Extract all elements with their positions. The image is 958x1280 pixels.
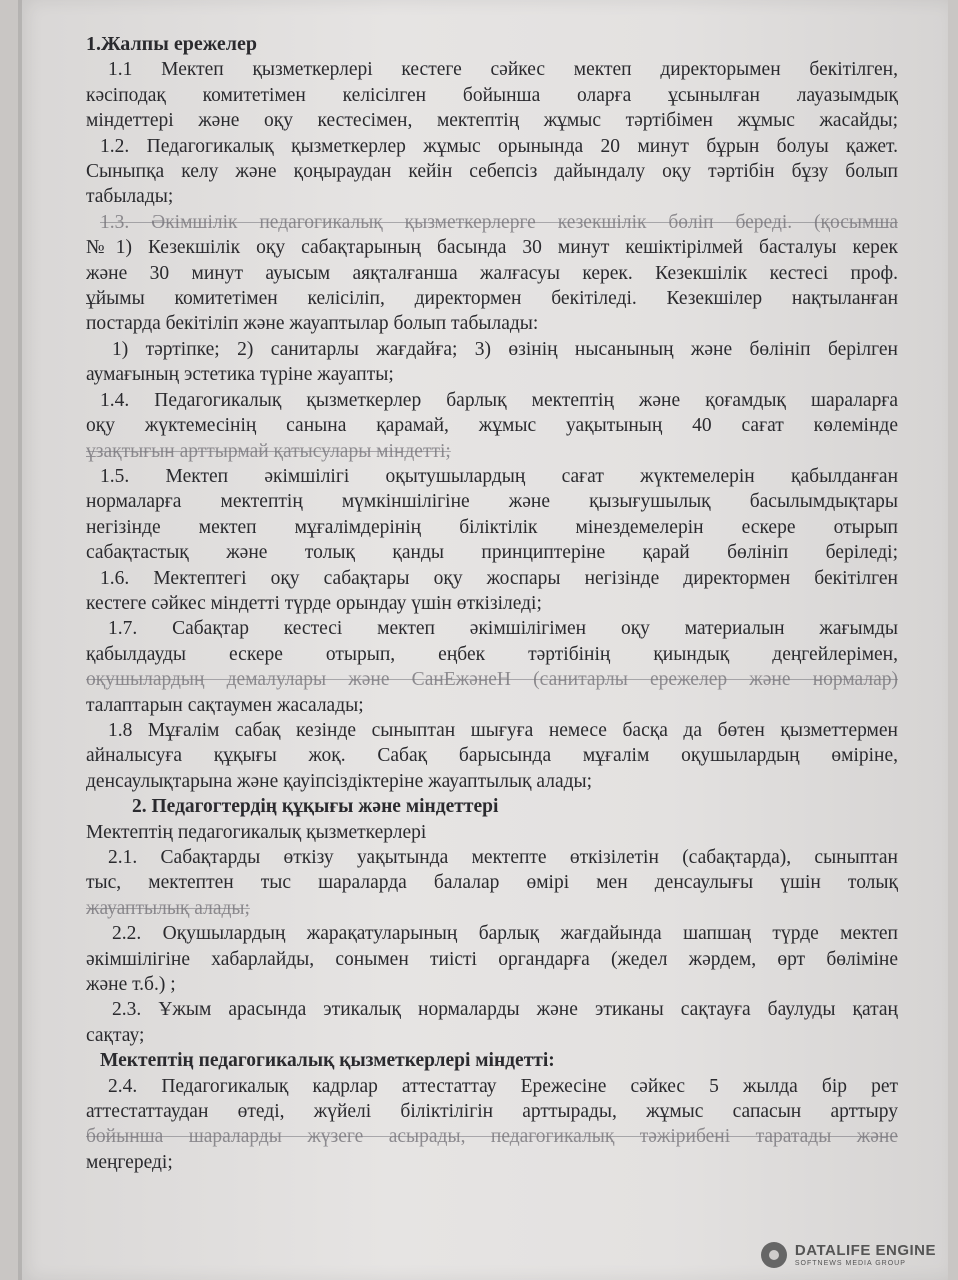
document-line: тыс, мектептен тыс шараларда балалар өмірі мен денсаулығы үшін толық xyxy=(86,872,898,894)
watermark-title: DATALIFE ENGINE xyxy=(794,1242,936,1259)
document-line: 1.3. Әкімшілік педагогикалық қызметкерлерге кезекшілік бөліп береді. (қосымша xyxy=(100,211,898,233)
document-line: денсаулықтарына және қауіпсіздіктеріне жауаптылық алады; xyxy=(86,770,593,792)
document-line: постарда бекітіліп және жауаптылар болып табылады: xyxy=(86,313,539,335)
document-line: 1.Жалпы ережелер xyxy=(86,33,258,55)
document-line: сақтау; xyxy=(86,1024,145,1046)
document-line: бойынша шараларды жүзеге асырады, педагогикалық тәжірибені таратады және xyxy=(86,1126,898,1148)
document-line: 2.1. Сабақтарды өткізу уақытында мектепте өткізілетін (сабақтарда), сыныптан xyxy=(108,847,898,868)
document-line: кәсіподақ комитетімен келісілген бойынша оларға ұсынылған лауазымдық xyxy=(86,84,898,106)
document-line: 1.4. Педагогикалық қызметкерлер барлық мектептің және қоғамдық шараларға xyxy=(100,389,898,411)
document-line: 1) тәртіпке; 2) санитарлы жағдайға; 3) өзінің нысанының және бөлініп берілген xyxy=(112,338,898,360)
document-line: айналысуға құқығы жоқ. Сабақ барысында мұғалім оқушылардың өміріне, xyxy=(86,745,898,767)
document-line: 1.7. Сабақтар кестесі мектеп әкімшілігімен оқу материалын жағымды xyxy=(108,618,898,640)
document-line: 1.2. Педагогикалық қызметкерлер жұмыс орынында 20 минут бұрын болуы қажет. xyxy=(100,135,898,157)
document-line: қабылдауды ескере отырып, еңбек тәртібінің қиындық деңгейлерімен, xyxy=(86,643,898,665)
watermark-subtitle: SOFTNEWS MEDIA GROUP xyxy=(794,1260,906,1267)
document-line: негізінде мектеп мұғалімдерінің біліктілік мінездемелерін ескере отырып xyxy=(86,516,898,538)
document-line: міндеттері және оқу кестесімен, мектептің жұмыс тәртібімен жұмыс жасайды; xyxy=(86,110,898,132)
document-line: №1) Кезекшілік оқу сабақтарының басында 30 минут кешіктірілмей басталуы керек xyxy=(86,237,898,259)
document-line: әкімшілігіне хабарлайды, сонымен тиісті органдарға (жедел жәрдем, өрт бөліміне xyxy=(86,948,898,970)
document-line: сабақтастық және толық қанды принциптеріне қарай бөлініп беріледі; xyxy=(86,542,898,564)
document-line: ұзақтығын арттырмай қатысулары міндетті; xyxy=(86,440,451,462)
document-line: және т.б.) ; xyxy=(86,974,176,996)
document-line: 2.4. Педагогикалық кадрлар аттестаттау Ережесіне сәйкес 5 жылда бір рет xyxy=(108,1075,898,1097)
watermark xyxy=(761,1242,936,1268)
document-line: кестеге сәйкес міндетті түрде орындау үшін өткізіледі; xyxy=(86,592,542,614)
page-fold-shadow xyxy=(18,0,22,1280)
document-line: оқушылардың демалулары және СанЕжәнеН (санитарлы ережелер және нормалар) xyxy=(86,669,898,691)
document-line: Мектептің педагогикалық қызметкерлері xyxy=(86,821,427,843)
document-line: 2.3. Ұжым арасында этикалық нормаларды және этиканы сақтауға баулуды қатаң xyxy=(112,999,898,1021)
document-line: 2. Педагогтердің құқығы және міндеттері xyxy=(132,796,499,818)
document-body xyxy=(86,32,898,1175)
document-line: және 30 минут ауысым аяқталғанша жалғасуы керек. Кезекшілік кестесі проф. xyxy=(86,262,898,284)
document-line: меңгереді; xyxy=(86,1151,173,1173)
document-line: 1.8 Мұғалім сабақ кезінде сыныптан шығуға немесе басқа да бөтен қызметтермен xyxy=(108,719,898,741)
document-line: табылады; xyxy=(86,186,174,208)
document-line: 1.6. Мектептегі оқу сабақтары оқу жоспары негізінде директормен бекітілген xyxy=(100,567,898,589)
document-line: Сыныпқа келу және қоңыраудан кейін себепсіз дайындалу оқу тәртібін бұзу болып xyxy=(86,161,898,183)
datalife-logo-icon xyxy=(761,1242,787,1268)
document-line: 1.1 Мектеп қызметкерлері кестеге сәйкес мектеп директорымен бекітілген, xyxy=(108,59,898,81)
paper-sheet xyxy=(18,0,948,1280)
document-line: аттестаттаудан өтеді, жүйелі біліктілігін арттырады, жұмыс сапасын арттыру xyxy=(86,1101,898,1123)
document-line: оқу жүктемесінің санына қарамай, жұмыс уақытының 40 сағат көлемінде xyxy=(86,415,898,437)
document-line: жауаптылық алады; xyxy=(86,897,250,919)
document-line: аумағының эстетика түріне жауапты; xyxy=(86,364,394,386)
document-line: 1.5. Мектеп әкімшілігі оқытушылардың сағат жүктемелерін қабылданған xyxy=(100,465,898,487)
document-line: нормаларға мектептің мүмкіншілігіне және қызығушылық басылымдықтары xyxy=(86,491,898,513)
document-line: талаптарын сақтаумен жасалады; xyxy=(86,694,364,716)
document-line: Мектептің педагогикалық қызметкерлері міндетті: xyxy=(100,1050,555,1072)
document-line: 2.2. Оқушылардың жарақатуларының барлық жағдайында шапшаң түрде мектеп xyxy=(112,923,898,945)
document-line: ұйымы комитетімен келісіліп, директормен бекітіледі. Кезекшілер нақтыланған xyxy=(86,288,898,310)
